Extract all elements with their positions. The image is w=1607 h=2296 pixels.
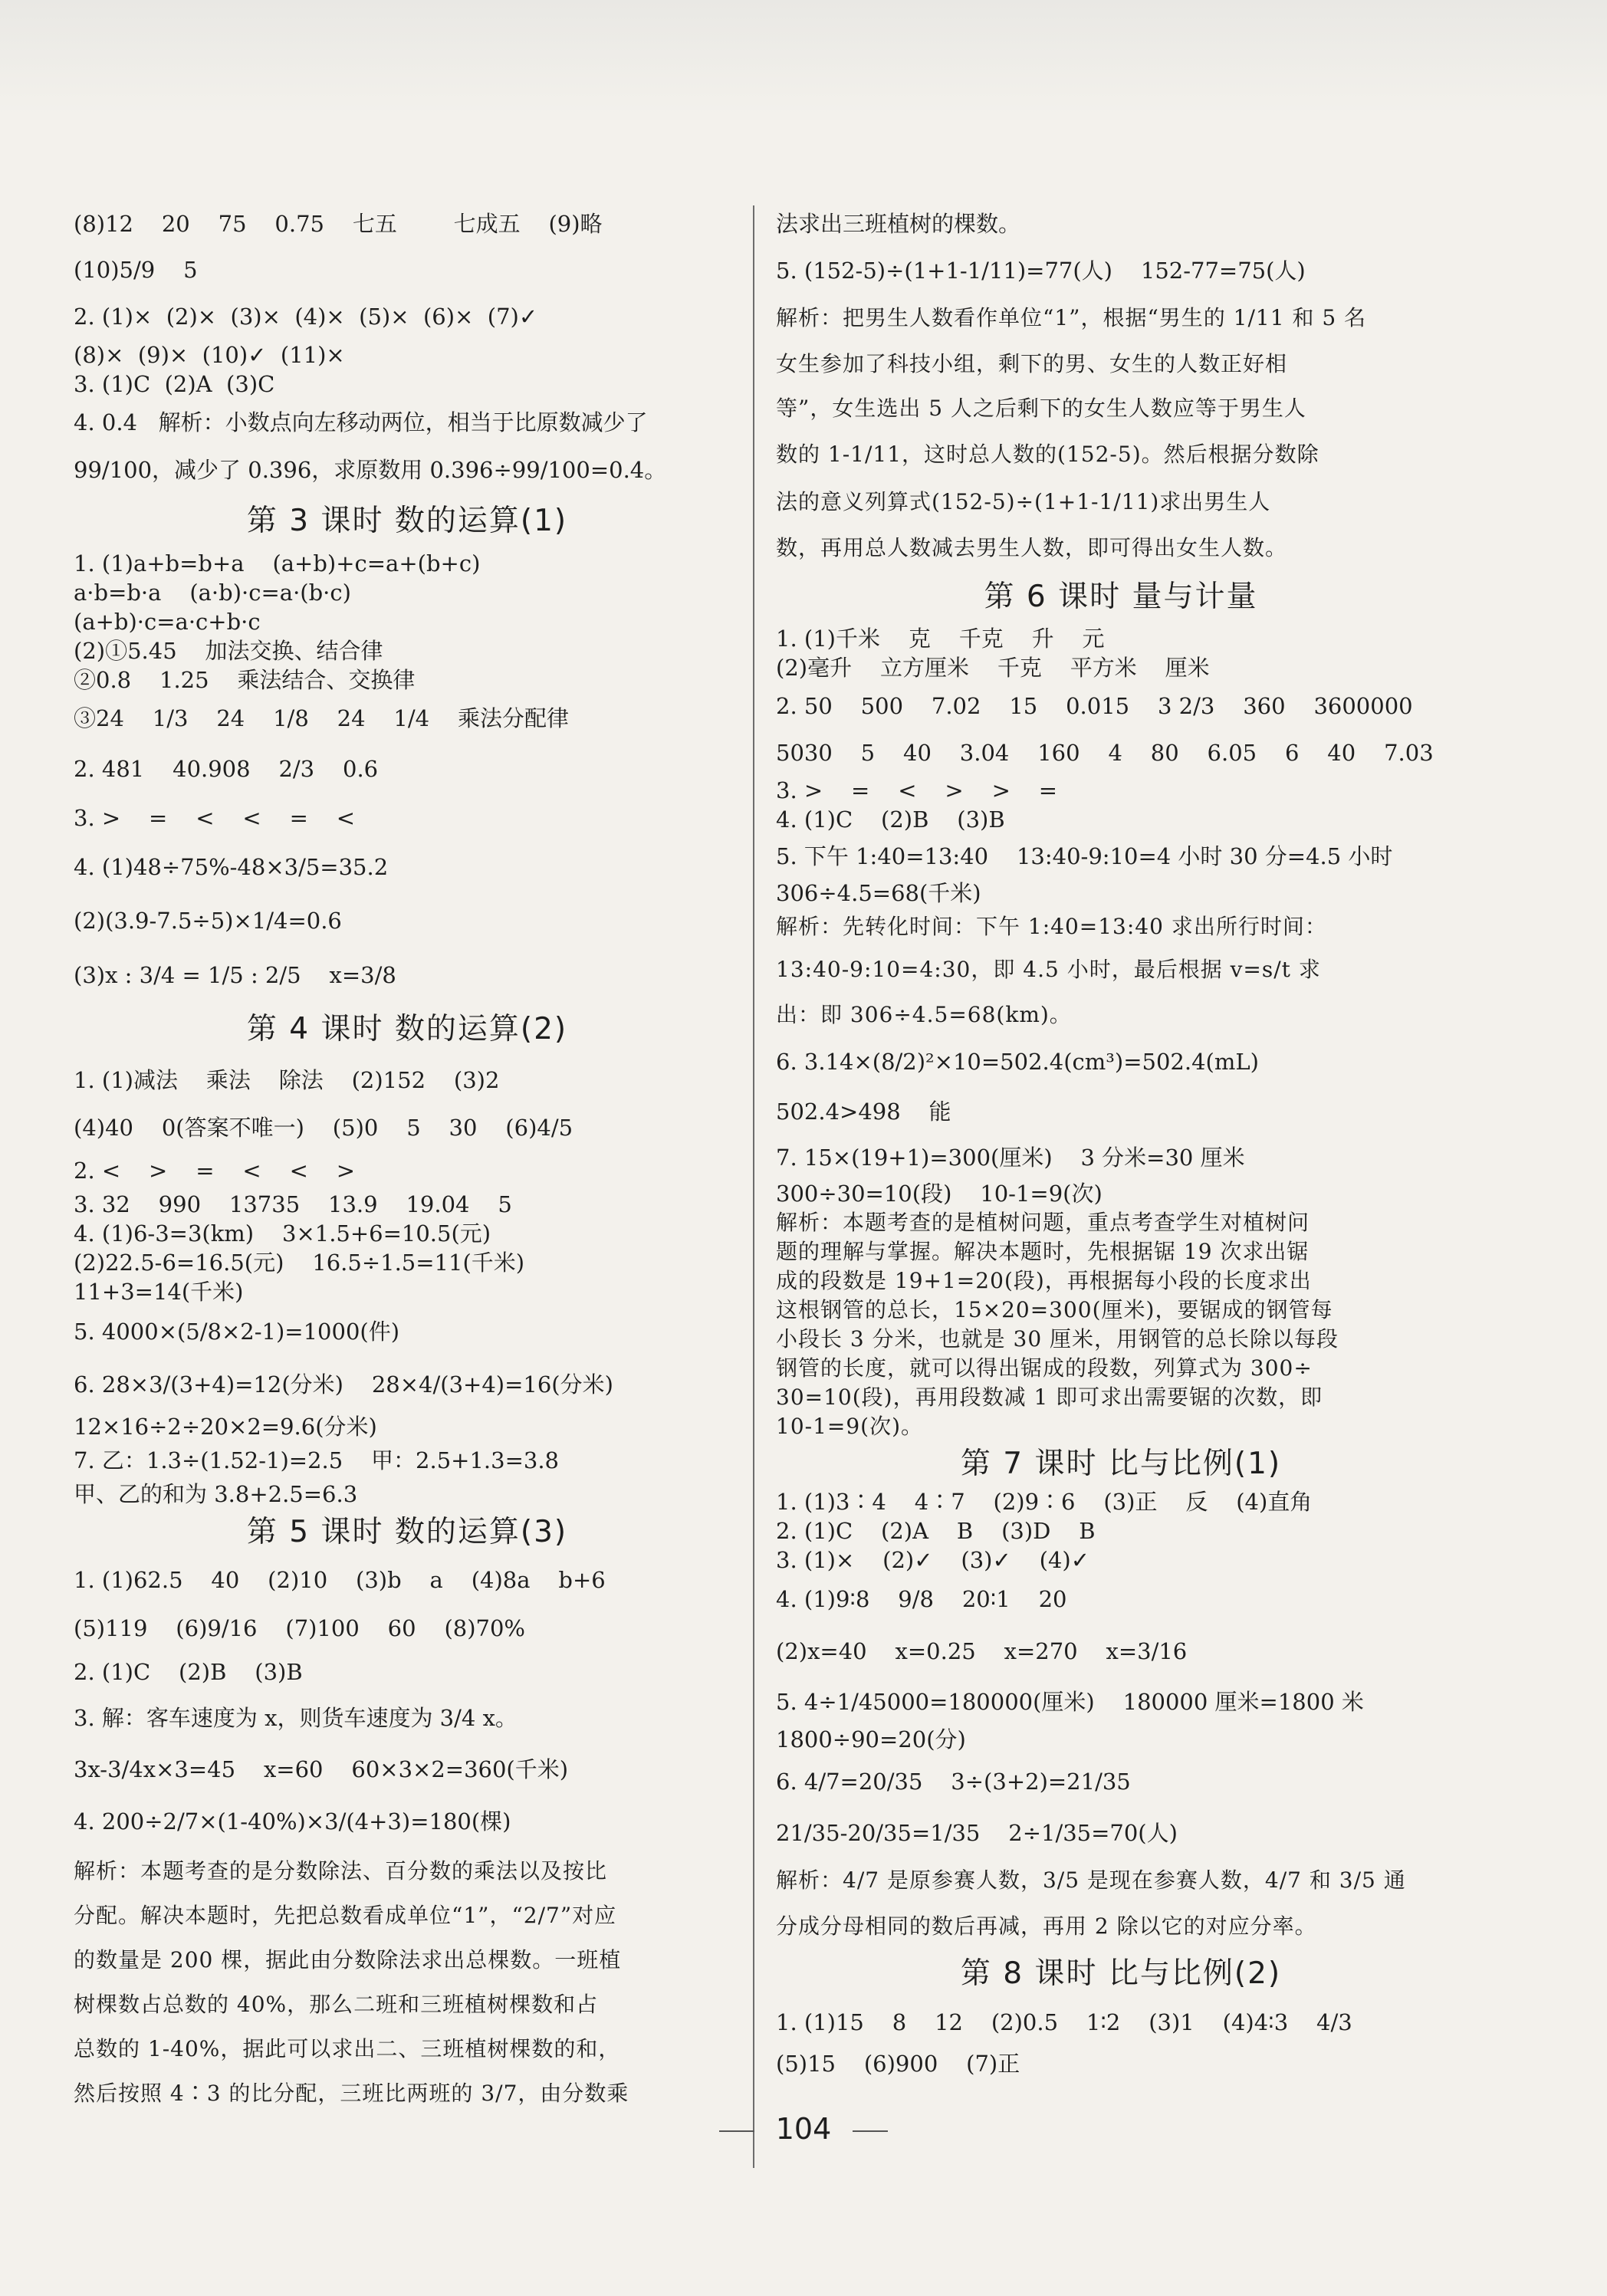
answer-line: 2. (1)× (2)× (3)× (4)× (5)× (6)× (7)✓ — [74, 304, 538, 330]
answer-line: 解析：先转化时间：下午 1:40=13:40 求出所行时间： — [776, 914, 1327, 939]
answer-line: 13:40-9:10=4:30，即 4.5 小时，最后根据 v=s/t 求 — [776, 957, 1321, 982]
answer-line: 4. (1)6-3=3(km) 3×1.5+6=10.5(元) — [74, 1220, 491, 1247]
answer-line: a·b=b·a (a·b)·c=a·(b·c) — [74, 580, 351, 606]
answer-line: 3. > = < > > = — [776, 777, 1058, 803]
answer-line: (8)12 20 75 0.75 七五 七成五 (9)略 — [74, 211, 603, 237]
answer-line: 2. < > = < < > — [74, 1158, 356, 1184]
section-heading: 第 4 课时 数的运算(2) — [246, 1012, 568, 1046]
answer-line: 1. (1)减法 乘法 除法 (2)152 (3)2 — [74, 1067, 500, 1093]
answer-line: (4)40 0(答案不唯一) (5)0 5 30 (6)4/5 — [74, 1115, 573, 1141]
answer-line: 2. (1)C (2)A B (3)D B — [776, 1518, 1096, 1544]
answer-line: (10)5/9 5 — [74, 257, 198, 283]
answer-line: 女生参加了科技小组，剩下的男、女生的人数正好相 — [776, 351, 1288, 376]
answer-line: 5. 4000×(5/8×2-1)=1000(件) — [74, 1319, 400, 1345]
answer-line: 成的段数是 19+1=20(段)，再根据每小段的长度求出 — [776, 1268, 1312, 1293]
answer-line: 99/100，减少了 0.396，求原数用 0.396÷99/100=0.4。 — [74, 457, 667, 483]
answer-line: 3. (1)× (2)✓ (3)✓ (4)✓ — [776, 1547, 1090, 1573]
answer-line: 10-1=9(次)。 — [776, 1414, 924, 1439]
footer-dash-right — [853, 2130, 888, 2132]
column-divider — [753, 205, 754, 2168]
answer-line: (2)毫升 立方厘米 千克 平方米 厘米 — [776, 655, 1210, 681]
page-number: 104 — [775, 2112, 832, 2146]
answer-line: 5. (152-5)÷(1+1-1/11)=77(人) 152-77=75(人) — [776, 258, 1306, 284]
answer-line: 分成分母相同的数后再减，再用 2 除以它的对应分率。 — [776, 1913, 1317, 1939]
answer-line: 3x-3/4x×3=45 x=60 60×3×2=360(千米) — [74, 1756, 569, 1782]
answer-line: (5)15 (6)900 (7)正 — [776, 2051, 1020, 2077]
answer-line: 1. (1)千米 克 千克 升 元 — [776, 626, 1105, 652]
answer-line: 解析：本题考查的是分数除法、百分数的乘法以及按比 — [74, 1858, 608, 1884]
answer-line: 小段长 3 分米，也就是 30 厘米，用钢管的总长除以每段 — [776, 1326, 1339, 1352]
answer-line: 6. 4/7=20/35 3÷(3+2)=21/35 — [776, 1769, 1131, 1795]
section-heading: 第 8 课时 比与比例(2) — [960, 1956, 1282, 1991]
answer-line: 的数量是 200 棵，据此由分数除法求出总棵数。一班植 — [74, 1947, 622, 1972]
answer-line: ③24 1/3 24 1/8 24 1/4 乘法分配律 — [74, 705, 569, 731]
answer-line: 12×16÷2÷20×2=9.6(分米) — [74, 1414, 377, 1440]
answer-line: 4. 0.4 解析：小数点向左移动两位，相当于比原数减少了 — [74, 409, 648, 435]
answer-line: 等”，女生选出 5 人之后剩下的女生人数应等于男生人 — [776, 396, 1306, 421]
section-heading: 第 5 课时 数的运算(3) — [246, 1515, 568, 1549]
answer-line: 6. 28×3/(3+4)=12(分米) 28×4/(3+4)=16(分米) — [74, 1371, 613, 1398]
answer-line: (5)119 (6)9/16 (7)100 60 (8)70% — [74, 1615, 525, 1641]
answer-column-left — [74, 201, 741, 2116]
answer-line: 6. 3.14×(8/2)²×10=502.4(cm³)=502.4(mL) — [776, 1049, 1259, 1075]
answer-line: 这根钢管的总长，15×20=300(厘米)，要锯成的钢管每 — [776, 1297, 1333, 1322]
answer-line: (2)22.5-6=16.5(元) 16.5÷1.5=11(千米) — [74, 1250, 525, 1276]
answer-line: ②0.8 1.25 乘法结合、交换律 — [74, 667, 416, 693]
answer-line: 502.4>498 能 — [776, 1099, 951, 1125]
answer-line: 1. (1)3∶4 4∶7 (2)9∶6 (3)正 反 (4)直角 — [776, 1489, 1313, 1515]
answer-line: (3)x : 3/4 = 1/5 : 2/5 x=3/8 — [74, 962, 396, 988]
answer-line: 题的理解与掌握。解决本题时，先根据锯 19 次求出锯 — [776, 1239, 1310, 1264]
answer-line: 4. 200÷2/7×(1-40%)×3/(4+3)=180(棵) — [74, 1808, 511, 1835]
answer-line: 4. (1)C (2)B (3)B — [776, 806, 1005, 833]
answer-line: (8)× (9)× (10)✓ (11)× — [74, 342, 345, 368]
answer-line: 2. 50 500 7.02 15 0.015 3 2/3 360 3600000 — [776, 693, 1413, 719]
answer-line: (2)①5.45 加法交换、结合律 — [74, 638, 383, 664]
answer-line: 1800÷90=20(分) — [776, 1726, 966, 1752]
answer-line: 3. > = < < = < — [74, 805, 356, 831]
section-heading: 第 3 课时 数的运算(1) — [246, 504, 568, 538]
answer-line: 总数的 1-40%，据此可以求出二、三班植树棵数的和， — [74, 2036, 621, 2061]
answer-line: 30=10(段)，再用段数减 1 即可求出需要锯的次数，即 — [776, 1384, 1323, 1410]
answer-line: 数的 1-1/11，这时总人数的(152-5)。然后根据分数除 — [776, 442, 1319, 467]
answer-line: 21/35-20/35=1/35 2÷1/35=70(人) — [776, 1820, 1178, 1846]
answer-line: 3. (1)C (2)A (3)C — [74, 371, 275, 397]
answer-line: (2)x=40 x=0.25 x=270 x=3/16 — [776, 1638, 1188, 1664]
answer-line: 3. 32 990 13735 13.9 19.04 5 — [74, 1191, 512, 1217]
answer-line: 5030 5 40 3.04 160 4 80 6.05 6 40 7.03 — [776, 740, 1434, 766]
answer-line: 7. 乙：1.3÷(1.52-1)=2.5 甲：2.5+1.3=3.8 — [74, 1447, 560, 1473]
answer-line: 钢管的长度，就可以得出锯成的段数，列算式为 300÷ — [776, 1355, 1313, 1381]
answer-line: 解析：4/7 是原参赛人数，3/5 是现在参赛人数，4/7 和 3/5 通 — [776, 1867, 1406, 1893]
answer-line: 1. (1)62.5 40 (2)10 (3)b a (4)8a b+6 — [74, 1567, 606, 1593]
answer-column-right — [776, 201, 1466, 2082]
answer-line: 5. 下午 1:40=13:40 13:40-9:10=4 小时 30 分=4.5 小时 — [776, 843, 1393, 869]
answer-line: 树棵数占总数的 40%，那么二班和三班植树棵数和占 — [74, 1992, 599, 2017]
section-heading: 第 6 课时 量与计量 — [984, 580, 1258, 614]
answer-line: 5. 4÷1/45000=180000(厘米) 180000 厘米=1800 米 — [776, 1689, 1364, 1715]
answer-line: 2. (1)C (2)B (3)B — [74, 1659, 303, 1685]
answer-line: 2. 481 40.908 2/3 0.6 — [74, 756, 379, 782]
answer-line: 数，再用总人数减去男生人数，即可得出女生人数。 — [776, 535, 1288, 560]
section-heading: 第 7 课时 比与比例(1) — [960, 1447, 1282, 1481]
answer-line: 1. (1)a+b=b+a (a+b)+c=a+(b+c) — [74, 550, 481, 576]
answer-line: 分配。解决本题时，先把总数看成单位“1”，“2/7”对应 — [74, 1903, 617, 1928]
answer-line: (2)(3.9-7.5÷5)×1/4=0.6 — [74, 908, 342, 934]
answer-line: 甲、乙的和为 3.8+2.5=6.3 — [74, 1481, 358, 1507]
answer-line: 11+3=14(千米) — [74, 1279, 244, 1305]
answer-line: 300÷30=10(段) 10-1=9(次) — [776, 1181, 1103, 1207]
answer-line: 4. (1)48÷75%-48×3/5=35.2 — [74, 854, 389, 880]
answer-line: 306÷4.5=68(千米) — [776, 880, 981, 906]
answer-line: (a+b)·c=a·c+b·c — [74, 609, 261, 635]
answer-line: 法求出三班植树的棵数。 — [776, 211, 1021, 237]
answer-line: 7. 15×(19+1)=300(厘米) 3 分米=30 厘米 — [776, 1145, 1245, 1171]
answer-line: 4. (1)9∶8 9/8 20∶1 20 — [776, 1586, 1067, 1612]
answer-line: 出：即 306÷4.5=68(km)。 — [776, 1002, 1072, 1027]
page-top-shade — [0, 0, 1607, 115]
answer-line: 1. (1)15 8 12 (2)0.5 1∶2 (3)1 (4)4∶3 4/3 — [776, 2009, 1352, 2035]
answer-line: 解析：把男生人数看作单位“1”，根据“男生的 1/11 和 5 名 — [776, 305, 1367, 330]
answer-line: 然后按照 4∶3 的比分配，三班比两班的 3/7，由分数乘 — [74, 2081, 629, 2106]
answer-line: 解析：本题考查的是植树问题，重点考查学生对植树问 — [776, 1210, 1310, 1235]
answer-line: 法的意义列算式(152-5)÷(1+1-1/11)求出男生人 — [776, 489, 1271, 514]
page-number-footer — [0, 2112, 1607, 2146]
answer-line: 3. 解：客车速度为 x，则货车速度为 3/4 x。 — [74, 1705, 518, 1731]
footer-dash-left — [719, 2130, 754, 2132]
